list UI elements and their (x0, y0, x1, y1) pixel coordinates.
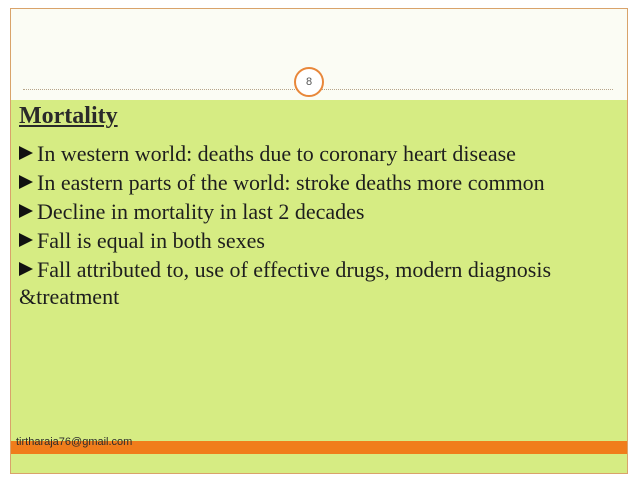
bullet-list (19, 140, 609, 312)
bullet-item (19, 140, 609, 167)
footer-email: tirtharaja76@gmail.com (16, 436, 133, 448)
bullet-text: Decline in mortality in last 2 decades (37, 199, 365, 224)
bullet-item (19, 169, 609, 196)
bullet-text: Fall is equal in both sexes (37, 228, 265, 253)
bullet-text: Fall attributed to, use of effective drugs, modern diagnosis &treatment (19, 257, 552, 309)
page-number-badge: 8 (294, 67, 324, 97)
bullet-text: In western world: deaths due to coronary heart disease (37, 141, 516, 166)
bullet-item (19, 256, 609, 310)
bullet-icon (19, 233, 33, 247)
bullet-icon (19, 204, 33, 218)
bullet-icon (19, 175, 33, 189)
bullet-item (19, 227, 609, 254)
footer-area (11, 454, 627, 473)
slide-title: Mortality (19, 103, 118, 129)
bullet-text: In eastern parts of the world: stroke deaths more common (37, 170, 545, 195)
bullet-icon (19, 262, 33, 276)
bullet-item (19, 198, 609, 225)
bullet-icon (19, 146, 33, 160)
